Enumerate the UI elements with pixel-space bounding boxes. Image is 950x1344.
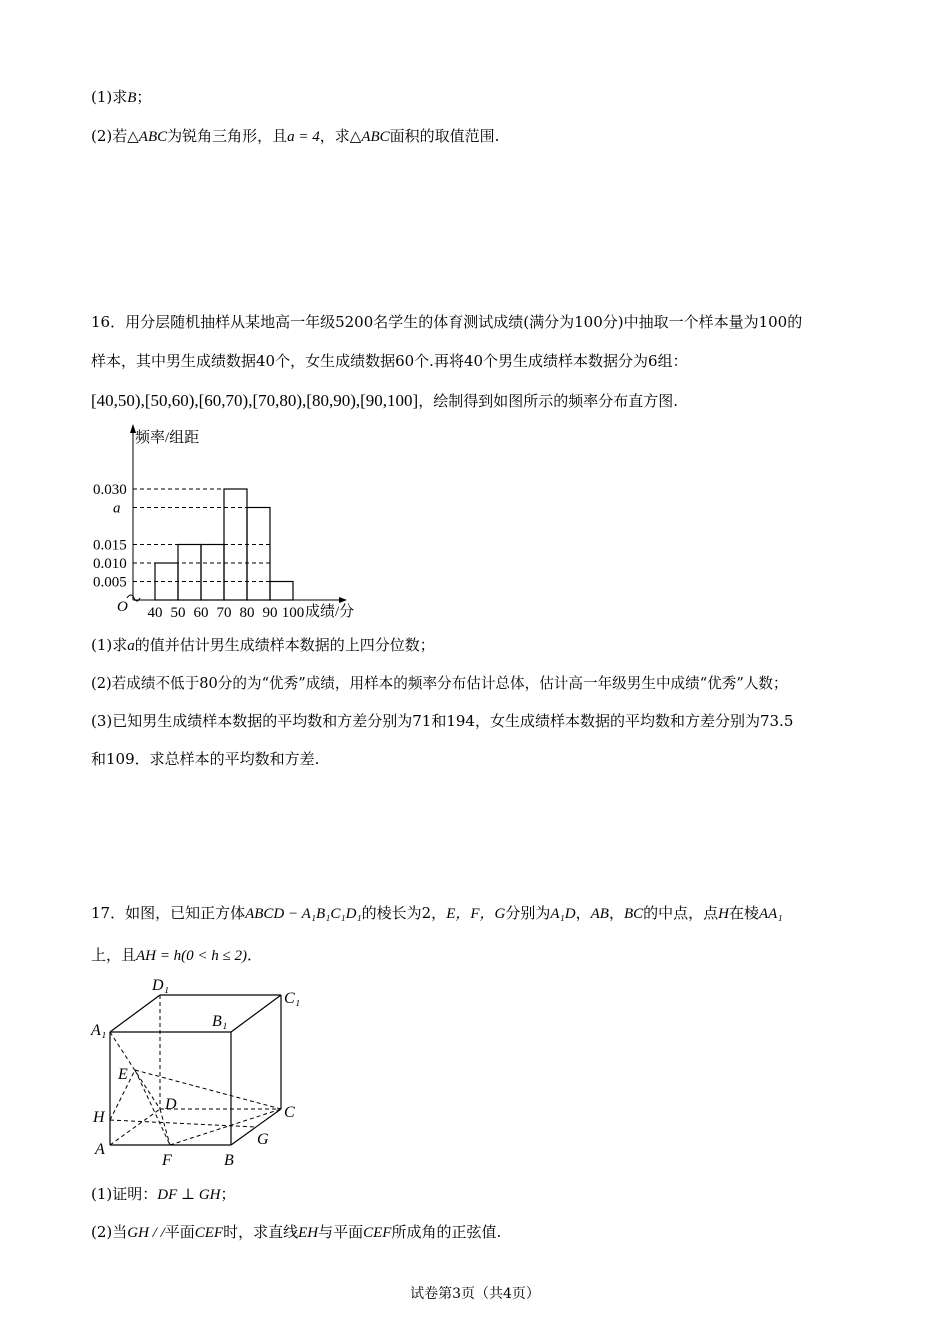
- q16-part1-a: (1)求: [91, 636, 128, 654]
- q15-condition: a = 4: [287, 129, 320, 145]
- label-C: C: [284, 1104, 295, 1121]
- label-G: G: [257, 1131, 269, 1148]
- label-A: A: [95, 1141, 105, 1158]
- x-axis-label: 成绩/分: [305, 604, 355, 620]
- q17-line2: [91, 944, 262, 965]
- q17-part2-a: (2)当: [91, 1223, 128, 1241]
- q17-line2-a: 上，且: [91, 946, 137, 964]
- x-tick-label: 60: [193, 605, 209, 621]
- label-F: F: [162, 1152, 172, 1169]
- q17-part2-d: CEF: [194, 1225, 224, 1241]
- q15-part2-b: 为锐角三角形，且: [167, 127, 288, 145]
- q16-part2: (2)若成绩不低于80分的为“优秀”成绩，用样本的频率分布估计总体，估计高一年级男生中成绩“优秀”人数；: [91, 675, 788, 692]
- q15-part1-var: B: [127, 90, 137, 106]
- x-tick-label: 80: [239, 605, 255, 621]
- q15-part2-a: (2)若: [91, 127, 128, 145]
- q16-part1-b: 的值并估计男生成绩样本数据的上四分位数；: [134, 636, 435, 654]
- histogram-bar: [178, 545, 201, 601]
- label-H: H: [93, 1109, 105, 1126]
- q15-part2: [91, 125, 499, 146]
- q15-part1-text: (1)求: [91, 88, 128, 106]
- x-tick-label: 100: [281, 605, 305, 621]
- q17-part2: [91, 1221, 501, 1242]
- q15-part1-suffix: ；: [136, 88, 152, 106]
- x-tick-label: 70: [216, 605, 232, 621]
- q16-line2: 样本，其中男生成绩数据40个，女生成绩数据60个.再将40个男生成绩样本数据分为6组：: [91, 352, 688, 370]
- q17-line1-e: A₁D: [550, 906, 576, 922]
- q17-line1: [91, 902, 783, 923]
- edge-B1C1: [231, 995, 281, 1032]
- q15-part2-d: 面积的取值范围.: [389, 127, 500, 145]
- y-tick-label: 0.005: [93, 574, 127, 591]
- seg-HG: [110, 1120, 256, 1127]
- q17-line1-g: AB: [590, 906, 609, 922]
- seg-EC: [135, 1070, 281, 1109]
- y-axis-label: 频率/组距: [135, 430, 200, 446]
- label-B1: B₁: [212, 1013, 228, 1030]
- label-E: E: [118, 1066, 128, 1083]
- q17-part2-b: GH / /: [127, 1225, 165, 1241]
- q17-line2-c: ．: [246, 946, 262, 964]
- y-tick-label: 0.015: [93, 537, 127, 554]
- y-tick-label: a: [113, 500, 121, 517]
- q17-cube: ABCD − A₁B₁C₁D₁: [245, 906, 362, 922]
- q17-part1-a: (1)证明：: [91, 1185, 158, 1203]
- cube-diagram: [85, 975, 315, 1175]
- q17-line1-h: ，: [608, 904, 624, 922]
- label-B: B: [224, 1152, 234, 1169]
- label-D: D: [165, 1096, 177, 1113]
- q15-triangle-1: △ABC: [127, 129, 168, 145]
- page-footer: 试卷第3页（共4页）: [410, 1286, 540, 1302]
- x-tick-label: 40: [147, 605, 163, 621]
- label-A1: A₁: [91, 1022, 107, 1039]
- q17-line1-l: 在棱: [728, 904, 759, 922]
- label-C1: C₁: [284, 990, 301, 1007]
- q17-line1-b: 的棱长为2，: [361, 904, 447, 922]
- q17-line1-d: 分别为: [505, 904, 551, 922]
- q16-line1: 16．用分层随机抽样从某地高一年级5200名学生的体育测试成绩(满分为100分)中抽取一个样本量为100的: [91, 313, 803, 331]
- edge-A1D1: [110, 995, 160, 1032]
- q17-part1-c: ；: [220, 1185, 236, 1203]
- q17-part2-i: 所成角的正弦值.: [391, 1223, 502, 1241]
- histogram-bar: [201, 545, 224, 601]
- q17-part2-c: 平面: [164, 1223, 195, 1241]
- q17-part1-b: DF ⊥ GH: [157, 1187, 221, 1203]
- q16-part1: [91, 634, 435, 655]
- x-tick-label: 50: [170, 605, 186, 621]
- q17-part2-f: EH: [298, 1225, 319, 1241]
- q17-line1-f: ，: [575, 904, 591, 922]
- q17-part2-g: 与平面: [318, 1223, 364, 1241]
- q17-line1-c: E，F，G: [446, 906, 506, 922]
- q16-part3-line1: (3)已知男生成绩样本数据的平均数和方差分别为71和194，女生成绩样本数据的平均数和方差分别为73.5: [91, 712, 794, 730]
- q17-line1-j: 的中点，点: [643, 904, 719, 922]
- q17-part1: [91, 1183, 236, 1204]
- edge-AD: [110, 1109, 160, 1145]
- q17-part2-e: 时，求直线: [223, 1223, 299, 1241]
- q16-line3: [91, 390, 678, 411]
- q16-part3-line2: 和109．求总样本的平均数和方差.: [91, 750, 320, 768]
- label-D1: D₁: [152, 977, 170, 994]
- y-tick-label: 0.030: [93, 482, 127, 498]
- q15-triangle-2: △ABC: [349, 129, 390, 145]
- q15-part1: [91, 86, 151, 107]
- q17-line2-b: AH = h(0 < h ≤ 2): [136, 948, 247, 964]
- q15-part2-c: ，求: [319, 127, 350, 145]
- seg-DF: [160, 1109, 170, 1145]
- q16-part1-var: a: [127, 638, 135, 654]
- q16-line3-suffix: ，绘制得到如图所示的频率分布直方图.: [418, 392, 678, 410]
- q17-line1-k: H: [718, 906, 729, 922]
- q17-line1-i: BC: [623, 906, 644, 922]
- edge-BC: [231, 1109, 281, 1145]
- q16-intervals: [40,50),[50,60),[60,70),[70,80),[80,90),[90,100]: [91, 391, 419, 410]
- q17-part2-h: CEF: [363, 1225, 392, 1241]
- histogram-bar: [155, 563, 178, 600]
- histogram-bar: [270, 582, 293, 601]
- x-tick-label: 90: [262, 605, 278, 621]
- q17-line1-m: AA₁: [759, 906, 783, 922]
- histogram-chart: [85, 420, 385, 625]
- q17-line1-a: 17．如图，已知正方体: [91, 904, 246, 922]
- y-tick-label: 0.010: [93, 556, 127, 572]
- histogram-bar: [247, 508, 270, 601]
- x-axis-arrow: [339, 597, 347, 603]
- origin-label: O: [117, 599, 128, 615]
